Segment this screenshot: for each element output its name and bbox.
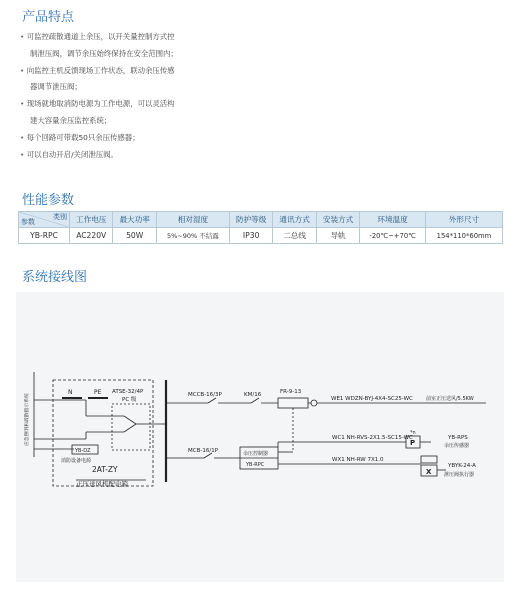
spec-header-cell: 最大功率 — [113, 212, 156, 228]
mccb-label: MCCB-16/3P — [188, 392, 222, 398]
wiring-title: 系统接线图 — [22, 270, 88, 285]
atse-label: ATSE-32/4P — [112, 389, 144, 395]
spec-header-cell: 环境温度 — [360, 212, 426, 228]
pc-label: PC 级 — [122, 397, 137, 403]
actuator-top-box — [421, 456, 437, 463]
spec-header-cell: 相对湿度 — [156, 212, 229, 228]
n-label: N — [68, 389, 73, 396]
spec-header-row — [19, 212, 503, 228]
spec-header-cell: 通讯方式 — [273, 212, 316, 228]
sensor-name: 余压传感器 — [444, 443, 470, 449]
actuator-symbol: X — [426, 468, 432, 476]
spec-header-cell: 防护等级 — [229, 212, 272, 228]
spec-header-cell: 安装方式 — [316, 212, 359, 228]
km-label: KM/16 — [244, 392, 262, 398]
corner-bottom-label: 参数 — [21, 218, 35, 226]
controller-label: 余压控制器 — [243, 451, 269, 457]
spec-cell: AC220V — [70, 228, 113, 244]
corner-top-label: 类别 — [53, 213, 67, 221]
wiring-diagram — [16, 292, 504, 582]
mccb-switch — [208, 398, 216, 403]
features-list — [20, 29, 280, 163]
spec-corner-cell — [19, 212, 70, 228]
spec-cell: 50W — [113, 228, 156, 244]
wiring-diagram-svg — [16, 292, 504, 582]
atse-switch-2 — [124, 424, 136, 432]
feature-item: • 可以自动开启/关闭泄压阀。 — [20, 149, 118, 159]
feature-item: • 向监控主机反馈现场工作状态，联动余压传感 器调节泄压阀； — [20, 65, 175, 92]
ybdz-label: YB-DZ — [75, 448, 91, 454]
wire2-label: WC1 NH-RVS-2X1.5-SC15-WC — [332, 435, 413, 441]
mcb-label: MCB-16/1P — [188, 448, 219, 454]
fire-power-label: 消防设备电源 — [61, 458, 92, 464]
specs-title: 性能参数 — [22, 193, 75, 208]
sensor-sup: *n — [410, 430, 416, 436]
controller-model: YB-RPC — [246, 462, 265, 468]
wire1-label: WE1 WDZN-BYJ-4X4-SC25-WC — [331, 396, 413, 402]
pe-label: PE — [94, 389, 102, 396]
spec-cell: IP30 — [229, 228, 272, 244]
terminal-circle — [311, 400, 317, 406]
spec-header-cell: 工作电压 — [70, 212, 113, 228]
spec-cell: 154*110*60mm — [425, 228, 502, 244]
actuator-name: 泄压阀执行器 — [444, 472, 475, 478]
feature-item: • 每个回路可带载50只余压传感器； — [20, 132, 140, 142]
fr-label: FR-9-13 — [280, 389, 302, 395]
wire3-label: WX1 NH-RW 7X1.0 — [332, 457, 384, 463]
feature-item: • 现场就地取消防电源为工作电源，可以灵活构 建大容量余压监控系统； — [20, 99, 175, 125]
km-switch — [251, 398, 259, 403]
spec-header-cell: 外形尺寸 — [425, 212, 502, 228]
vertical-label: 应急照明和疏散指示系统 — [25, 393, 30, 446]
spec-data-row — [19, 228, 503, 244]
sensor-model: YB-RPS — [448, 435, 468, 441]
cabinet-name: 正压送风机配电箱 — [76, 480, 128, 488]
wire1-target: 前室正压送风/5.5KW — [426, 396, 474, 402]
actuator-model: YBYK-24-A — [448, 463, 476, 469]
spec-table — [18, 211, 503, 244]
feature-item: • 可监控疏散通道上余压，以开关量控制方式控 制泄压阀，调节余压始终保持在安全范围内； — [20, 32, 178, 58]
atse-switch-1 — [124, 416, 136, 424]
spec-cell: 二总线 — [273, 228, 316, 244]
fr-box — [278, 398, 308, 408]
sensor-symbol: P — [410, 439, 416, 447]
spec-model-cell: YB-RPC — [19, 228, 70, 244]
cabinet-code: 2AT-ZY — [92, 465, 118, 474]
spec-cell: 导轨 — [316, 228, 359, 244]
features-title: 产品特点 — [22, 10, 75, 25]
spec-cell: 5%~90% 不结露 — [156, 228, 229, 244]
spec-cell: -20℃~+70℃ — [360, 228, 426, 244]
